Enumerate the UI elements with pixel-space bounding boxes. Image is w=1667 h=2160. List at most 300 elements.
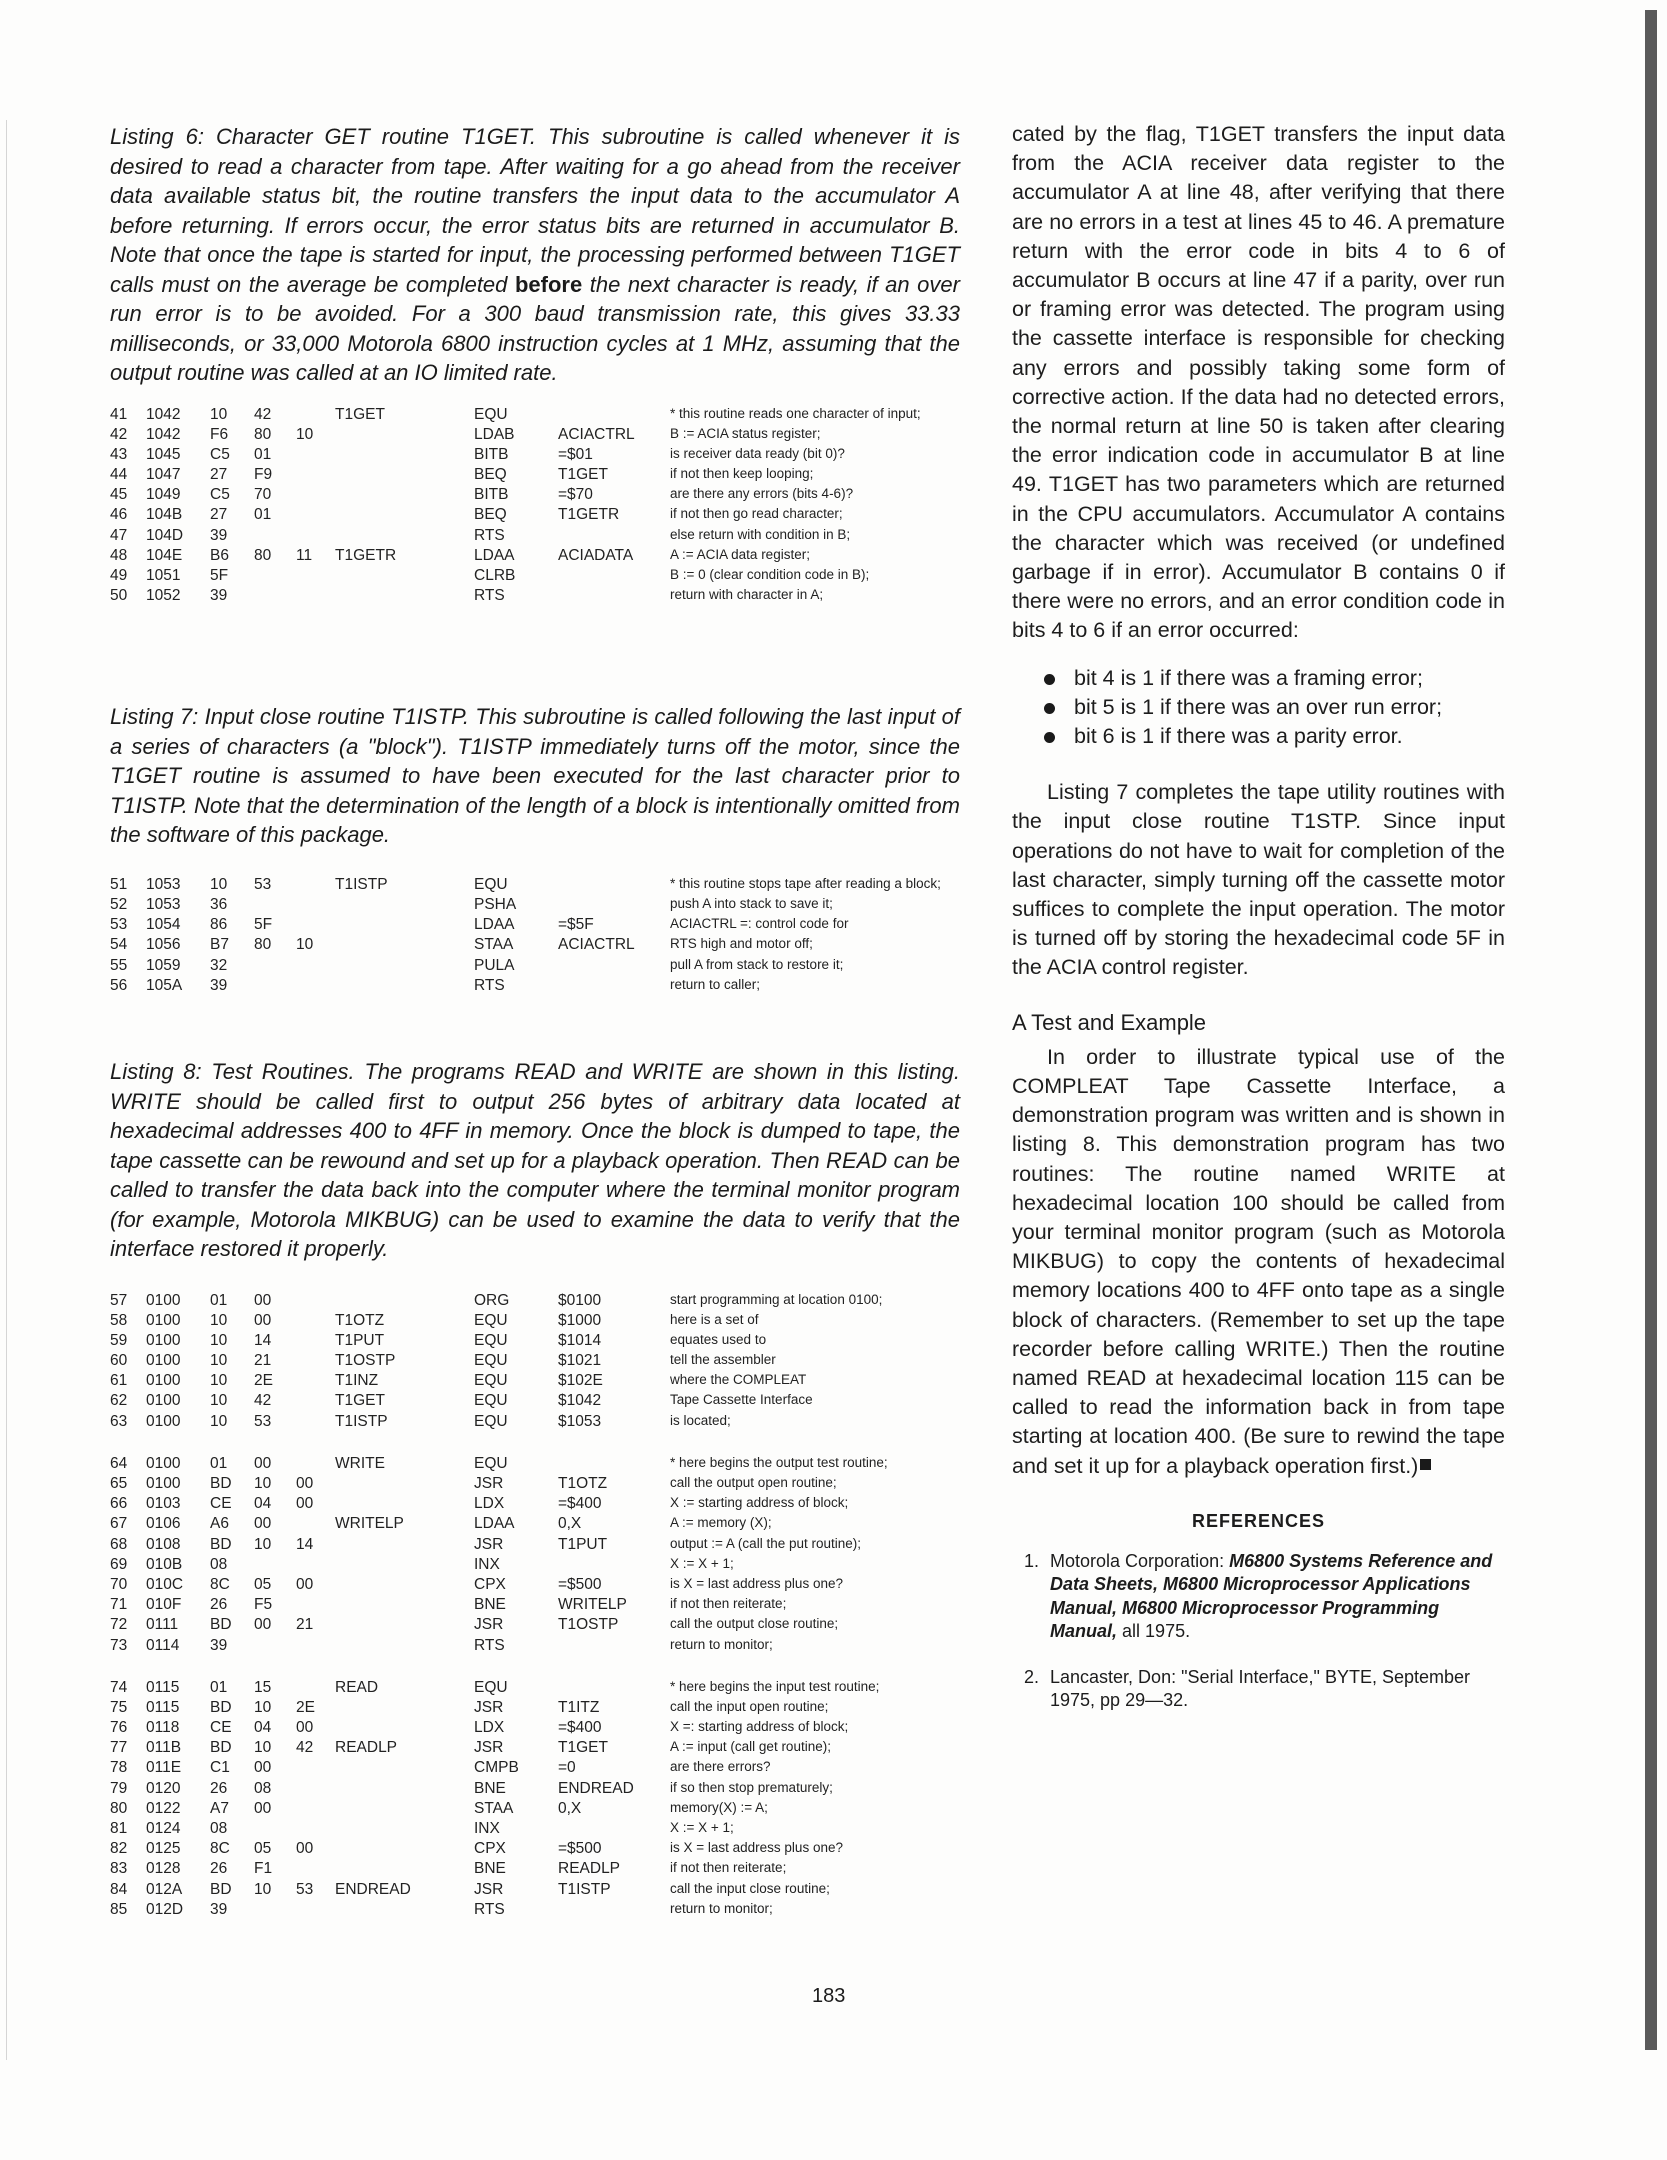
code-b1: 39 xyxy=(210,587,228,605)
code-op: CMPB xyxy=(474,1759,519,1777)
code-b1: 8C xyxy=(210,1840,230,1858)
code-b1: A6 xyxy=(210,1515,229,1533)
code-comment: is receiver data ready (bit 0)? xyxy=(670,445,845,461)
code-b1: 39 xyxy=(210,1900,228,1918)
code-line xyxy=(110,1901,960,1921)
code-line xyxy=(110,567,960,587)
code-b3: 2E xyxy=(296,1698,315,1716)
code-b2: 5F xyxy=(254,916,273,934)
code-b2: 53 xyxy=(254,875,272,893)
code-operand: $1021 xyxy=(558,1352,602,1370)
code-operand: =$400 xyxy=(558,1495,602,1513)
code-line xyxy=(110,1495,960,1515)
code-comment: * this routine reads one character of input; xyxy=(670,405,921,421)
code-ln: 78 xyxy=(110,1759,128,1777)
code-comment: pull A from stack to restore it; xyxy=(670,956,844,972)
code-comment: push A into stack to save it; xyxy=(670,896,833,912)
code-operand: T1OSTP xyxy=(558,1616,619,1634)
code-b1: 5F xyxy=(210,567,229,584)
code-addr: 010B xyxy=(146,1555,183,1573)
body-paragraph-2: Listing 7 completes the tape utility routines with the input close routine T1STP. Since input operations do not have to wait for completion of the last character, simply turning off the cassette motor suffices to complete the input operation. The motor is turned off by storing the hexadecimal code 5F in the ACIA control register. xyxy=(1012,780,1505,980)
section-heading: A Test and Example xyxy=(1012,1009,1207,1035)
code-b1: A7 xyxy=(210,1799,229,1817)
code-operand: =$400 xyxy=(558,1719,602,1737)
code-operand: =$01 xyxy=(558,445,593,463)
code-addr: 104B xyxy=(146,506,183,524)
code-operand: ACIACTRL xyxy=(558,936,635,954)
code-comment: call the input close routine; xyxy=(670,1880,830,1896)
code-line xyxy=(110,1800,960,1820)
code-comment: X := X + 1; xyxy=(670,1820,734,1835)
code-b3: 00 xyxy=(296,1840,314,1858)
code-line xyxy=(110,1475,960,1495)
code-op: LDAB xyxy=(474,425,515,443)
code-b2: 70 xyxy=(254,486,272,504)
code-b1: 36 xyxy=(210,896,228,914)
code-b2: 42 xyxy=(254,1392,272,1410)
code-operand: T1OTZ xyxy=(558,1475,608,1492)
code-addr: 1052 xyxy=(146,587,181,605)
code-comment: X =: starting address of block; xyxy=(670,1719,849,1735)
reference-item: 1. Motorola Corporation: M6800 Systems Reference and Data Sheets, M6800 Microprocessor Applications Manual, M6800 Microprocessor Programming Manual, all 1975. xyxy=(1024,1550,1493,1642)
code-b2: 10 xyxy=(254,1739,272,1757)
code-operand: ACIACTRL xyxy=(558,425,635,443)
code-ln: 77 xyxy=(110,1739,128,1757)
code-comment: RTS high and motor off; xyxy=(670,936,813,952)
code-b1: 39 xyxy=(210,526,228,544)
code-addr: 1059 xyxy=(146,956,181,974)
code-label: T1PUT xyxy=(335,1331,385,1349)
code-b1: BD xyxy=(210,1475,232,1492)
code-op: RTS xyxy=(474,976,505,994)
code-op: EQU xyxy=(474,405,508,423)
code-label: ENDREAD xyxy=(335,1880,411,1898)
code-comment: tell the assembler xyxy=(670,1352,776,1368)
code-comment: is X = last address plus one? xyxy=(670,1575,843,1591)
code-op: STAA xyxy=(474,936,514,954)
code-b2: F9 xyxy=(254,466,273,484)
code-label: T1OSTP xyxy=(335,1352,396,1370)
code-line xyxy=(110,957,960,977)
code-ln: 64 xyxy=(110,1454,128,1472)
code-line xyxy=(110,936,960,956)
code-op: RTS xyxy=(474,1900,505,1918)
code-op: LDX xyxy=(474,1719,505,1737)
code-addr: 0108 xyxy=(146,1535,181,1553)
code-label: T1GETR xyxy=(335,546,397,564)
references-heading: REFERENCES xyxy=(1191,1510,1326,1531)
code-b2: 04 xyxy=(254,1495,272,1513)
code-line xyxy=(110,1536,960,1556)
reference-item: 2. Lancaster, Don: "Serial Interface," BYTE, September 1975, pp 29—32. xyxy=(1024,1666,1471,1711)
code-b3: 42 xyxy=(296,1739,314,1757)
code-b3: 21 xyxy=(296,1616,314,1634)
code-line xyxy=(110,1413,960,1433)
code-addr: 012D xyxy=(146,1900,184,1918)
code-b1: B7 xyxy=(210,936,229,954)
code-b1: B6 xyxy=(210,546,229,564)
code-comment: * here begins the input test routine; xyxy=(670,1678,880,1694)
code-op: RTS xyxy=(474,1636,505,1654)
code-ln: 74 xyxy=(110,1678,128,1696)
code-ln: 58 xyxy=(110,1311,128,1329)
code-operand: T1GET xyxy=(558,1739,608,1757)
code-ln: 42 xyxy=(110,425,128,443)
listing-gap xyxy=(110,1433,960,1455)
code-ln: 84 xyxy=(110,1880,128,1898)
code-line xyxy=(110,1780,960,1800)
code-operand: T1ITZ xyxy=(558,1698,600,1716)
code-comment: ACIACTRL =: control code for xyxy=(670,916,849,932)
code-b1: BD xyxy=(210,1698,232,1716)
code-op: LDAA xyxy=(474,916,515,934)
code-addr: 0100 xyxy=(146,1412,181,1430)
code-comment: here is a set of xyxy=(670,1311,759,1327)
code-line xyxy=(110,876,960,896)
code-operand: $1000 xyxy=(558,1311,602,1329)
code-b2: 00 xyxy=(254,1454,272,1472)
code-addr: 0100 xyxy=(146,1454,181,1472)
code-ln: 70 xyxy=(110,1575,128,1593)
code-b2: 15 xyxy=(254,1678,272,1696)
code-op: EQU xyxy=(474,875,508,893)
code-operand: ENDREAD xyxy=(558,1779,634,1797)
code-b2: 10 xyxy=(254,1698,272,1716)
code-op: PULA xyxy=(474,956,515,974)
code-b1: 10 xyxy=(210,1392,228,1410)
code-ln: 50 xyxy=(110,587,128,605)
code-b2: 80 xyxy=(254,425,272,443)
code-line xyxy=(110,506,960,526)
code-comment: if not then reiterate; xyxy=(670,1860,787,1876)
code-addr: 0100 xyxy=(146,1392,181,1410)
code-op: BNE xyxy=(474,1860,506,1878)
code-operand: $102E xyxy=(558,1372,603,1390)
code-comment: * this routine stops tape after reading a block; xyxy=(670,875,941,891)
code-b1: 26 xyxy=(210,1779,228,1797)
code-b1: 27 xyxy=(210,506,228,524)
code-ln: 65 xyxy=(110,1475,128,1492)
code-op: LDAA xyxy=(474,1515,515,1533)
code-line xyxy=(110,466,960,486)
code-ln: 53 xyxy=(110,916,128,934)
listing8-code-equates xyxy=(110,1292,960,1433)
code-comment: where the COMPLEAT xyxy=(670,1372,807,1388)
code-line xyxy=(110,1739,960,1759)
code-addr: 010F xyxy=(146,1596,182,1614)
code-operand: READLP xyxy=(558,1860,621,1878)
listing8-code-read xyxy=(110,1679,960,1921)
code-ln: 56 xyxy=(110,976,128,994)
code-ln: 45 xyxy=(110,486,128,504)
code-op: LDAA xyxy=(474,546,515,564)
code-label: T1OTZ xyxy=(335,1311,385,1329)
code-line xyxy=(110,1679,960,1699)
code-b2: F5 xyxy=(254,1596,273,1614)
code-operand: T1ISTP xyxy=(558,1880,611,1898)
code-b2: 00 xyxy=(254,1291,272,1309)
code-b1: F6 xyxy=(210,425,229,443)
code-ln: 55 xyxy=(110,956,128,974)
code-line xyxy=(110,426,960,446)
code-label: T1INZ xyxy=(335,1372,379,1390)
code-addr: 011B xyxy=(146,1739,182,1757)
code-addr: 0100 xyxy=(146,1352,181,1370)
code-b2: 00 xyxy=(254,1311,272,1329)
code-b2: 05 xyxy=(254,1840,272,1858)
code-b1: 26 xyxy=(210,1860,228,1878)
code-line xyxy=(110,1576,960,1596)
code-b3: 00 xyxy=(296,1719,314,1737)
code-label: T1ISTP xyxy=(335,875,388,893)
list-item: bit 5 is 1 if there was an over run error; xyxy=(1012,693,1505,722)
code-comment: X := X + 1; xyxy=(670,1555,734,1571)
code-operand: =0 xyxy=(558,1759,576,1777)
code-comment: are there any errors (bits 4-6)? xyxy=(670,486,854,502)
code-ln: 61 xyxy=(110,1372,128,1390)
code-b3: 53 xyxy=(296,1880,314,1898)
code-b1: C1 xyxy=(210,1759,230,1777)
code-b3: 00 xyxy=(296,1495,314,1513)
code-op: CPX xyxy=(474,1840,506,1858)
code-op: EQU xyxy=(474,1331,508,1349)
right-column xyxy=(1012,122,1505,1713)
code-b1: CE xyxy=(210,1719,232,1737)
list-item: bit 6 is 1 if there was a parity error. xyxy=(1012,722,1505,751)
code-operand: 0,X xyxy=(558,1515,582,1533)
code-b2: 10 xyxy=(254,1880,272,1898)
code-ln: 82 xyxy=(110,1840,128,1858)
listing8-code-write xyxy=(110,1455,960,1657)
page-edge-left xyxy=(6,120,7,2060)
code-line xyxy=(110,1515,960,1535)
code-addr: 0100 xyxy=(146,1372,181,1390)
code-comment: B := 0 (clear condition code in B); xyxy=(670,567,870,582)
code-op: PSHA xyxy=(474,896,517,914)
code-line xyxy=(110,486,960,506)
bullet-icon xyxy=(1044,732,1055,743)
code-op: INX xyxy=(474,1820,500,1837)
code-b1: 32 xyxy=(210,956,228,974)
code-ln: 80 xyxy=(110,1799,128,1817)
code-addr: 0118 xyxy=(146,1719,180,1737)
code-addr: 1053 xyxy=(146,896,181,914)
code-line xyxy=(110,446,960,466)
code-ln: 79 xyxy=(110,1779,128,1797)
code-op: JSR xyxy=(474,1475,504,1492)
code-addr: 105A xyxy=(146,976,183,994)
code-operand: =$500 xyxy=(558,1840,602,1858)
code-op: JSR xyxy=(474,1739,504,1757)
code-addr: 0128 xyxy=(146,1860,181,1878)
code-op: CPX xyxy=(474,1575,506,1593)
bullet-icon xyxy=(1044,703,1055,714)
code-op: EQU xyxy=(474,1352,508,1370)
code-b1: 39 xyxy=(210,1636,228,1654)
code-op: BEQ xyxy=(474,506,507,524)
code-ln: 69 xyxy=(110,1555,128,1573)
code-ln: 75 xyxy=(110,1698,128,1716)
code-comment: are there errors? xyxy=(670,1759,771,1775)
code-b2: 05 xyxy=(254,1575,272,1593)
code-b3: 11 xyxy=(296,546,313,564)
code-op: RTS xyxy=(474,526,505,544)
code-addr: 1049 xyxy=(146,486,181,504)
code-comment: equates used to xyxy=(670,1331,767,1347)
code-ln: 71 xyxy=(110,1596,128,1614)
code-op: EQU xyxy=(474,1372,508,1390)
code-addr: 0114 xyxy=(146,1636,180,1654)
code-b1: 08 xyxy=(210,1820,228,1837)
code-addr: 0115 xyxy=(146,1698,180,1716)
code-b1: 10 xyxy=(210,1311,228,1329)
code-addr: 0111 xyxy=(146,1616,179,1634)
code-b3: 10 xyxy=(296,936,314,954)
code-b2: 80 xyxy=(254,546,272,564)
code-comment: memory(X) := A; xyxy=(670,1799,768,1815)
code-comment: return with character in A; xyxy=(670,587,824,603)
code-operand: T1GET xyxy=(558,466,608,484)
code-ln: 83 xyxy=(110,1860,128,1878)
page-number: 183 xyxy=(812,1985,846,2007)
code-op: JSR xyxy=(474,1616,504,1634)
code-comment: return to monitor; xyxy=(670,1636,773,1652)
code-addr: 1053 xyxy=(146,875,181,893)
bullet-icon xyxy=(1044,674,1055,685)
code-b2: 00 xyxy=(254,1515,272,1533)
code-b1: 27 xyxy=(210,466,228,484)
code-b1: 10 xyxy=(210,1331,228,1349)
code-comment: start programming at location 0100; xyxy=(670,1291,883,1307)
code-operand: $1053 xyxy=(558,1412,602,1430)
code-operand: ACIADATA xyxy=(558,546,634,564)
code-line xyxy=(110,896,960,916)
code-ln: 66 xyxy=(110,1495,128,1513)
code-ln: 60 xyxy=(110,1352,128,1370)
code-label: T1ISTP xyxy=(335,1412,388,1430)
code-comment: Tape Cassette Interface xyxy=(670,1392,813,1408)
listing7-code xyxy=(110,876,960,997)
code-line xyxy=(110,587,960,607)
code-addr: 1051 xyxy=(146,567,181,584)
code-line xyxy=(110,1840,960,1860)
code-comment: A := ACIA data register; xyxy=(670,546,810,562)
code-b2: 53 xyxy=(254,1412,272,1430)
code-comment: * here begins the output test routine; xyxy=(670,1454,888,1470)
code-ln: 81 xyxy=(110,1820,128,1837)
code-ln: 43 xyxy=(110,445,128,463)
code-line xyxy=(110,916,960,936)
code-b2: 00 xyxy=(254,1759,272,1777)
code-b2: 14 xyxy=(254,1331,272,1349)
code-ln: 57 xyxy=(110,1291,128,1309)
code-line xyxy=(110,1719,960,1739)
code-addr: 010C xyxy=(146,1575,184,1593)
page-edge-bar xyxy=(1645,10,1657,2050)
code-label: READ xyxy=(335,1678,379,1696)
code-b1: 01 xyxy=(210,1678,228,1696)
code-comment: output := A (call the put routine); xyxy=(670,1535,861,1551)
code-op: EQU xyxy=(474,1311,508,1329)
code-comment: call the output open routine; xyxy=(670,1475,837,1490)
code-b1: 10 xyxy=(210,1372,228,1390)
code-line xyxy=(110,406,960,426)
code-addr: 0100 xyxy=(146,1475,181,1492)
bold-word: before xyxy=(514,271,583,297)
code-op: EQU xyxy=(474,1454,508,1472)
code-addr: 0124 xyxy=(146,1820,181,1837)
code-operand: =$5F xyxy=(558,916,594,934)
code-ln: 76 xyxy=(110,1719,128,1737)
error-bit-list xyxy=(1012,664,1505,752)
code-comment: return to monitor; xyxy=(670,1900,773,1916)
code-label: T1GET xyxy=(335,1392,385,1410)
code-b1: 39 xyxy=(210,976,228,994)
code-b2: 42 xyxy=(254,405,272,423)
code-line xyxy=(110,527,960,547)
left-column xyxy=(110,122,960,1921)
code-label: WRITE xyxy=(335,1454,385,1472)
body-paragraph-1: cated by the flag, T1GET transfers the input data from the ACIA receiver data register to the accumulator A at line 48, after verifying that there are no errors in a test at lines 45 to 46. A premature return with the error code in bits 4 to 6 of accumulator B occurs at line 47 if a parity, over run or framing error was detected. The program using the cassette interface is responsible for checking any errors and possibly taking some form of corrective action. If the data had no detected errors, the normal return at line 50 is taken after clearing the error indication code in accumulator B at line 49. T1GET has two parameters which are returned in the CPU accumulators. Accumulator A contains the character which was received (or undefined garbage if in error). Accumulator B contains 0 if there were no errors, and an error condition code in bits 4 to 6 if an error occurred: xyxy=(1012,122,1505,643)
code-addr: 012A xyxy=(146,1880,183,1898)
code-line xyxy=(110,1637,960,1657)
code-comment: else return with condition in B; xyxy=(670,526,851,542)
code-ln: 52 xyxy=(110,896,128,914)
code-op: BNE xyxy=(474,1779,506,1797)
code-addr: 1056 xyxy=(146,936,181,954)
code-op: BNE xyxy=(474,1596,506,1614)
code-b1: 86 xyxy=(210,916,228,934)
code-operand: 0,X xyxy=(558,1799,582,1817)
code-addr: 011E xyxy=(146,1759,182,1777)
end-mark-icon xyxy=(1420,1459,1431,1470)
code-comment: B := ACIA status register; xyxy=(670,425,821,441)
code-b3: 10 xyxy=(296,425,314,443)
code-addr: 0120 xyxy=(146,1779,181,1797)
code-addr: 104D xyxy=(146,526,184,544)
code-operand: $1042 xyxy=(558,1392,602,1410)
code-b1: 10 xyxy=(210,405,228,423)
body-paragraph-3: In order to illustrate typical use of the COMPLEAT Tape Cassette Interface, a demonstration program was written and is shown in listing 8. This demonstration program has two routines: The routine named WRITE at hexadecimal location 100 should be called from your terminal monitor program (such as Motorola MIKBUG) to copy the contents of hexadecimal memory locations 400 to 4FF onto tape as a single block of characters. (Remember to set up the tape recorder before calling WRITE.) Then the routine named READ at hexadecimal location 115 can be called to read the information back in from tape starting at location 400. (Be sure to rewind the tape and set it up for a playback operation first.) xyxy=(1012,1044,1505,1478)
code-label: T1GET xyxy=(335,405,385,423)
code-b1: BD xyxy=(210,1535,232,1553)
code-addr: 0100 xyxy=(146,1331,181,1349)
code-b1: C5 xyxy=(210,445,230,463)
code-line xyxy=(110,547,960,567)
code-op: EQU xyxy=(474,1412,508,1430)
code-op: JSR xyxy=(474,1535,504,1553)
code-b2: 21 xyxy=(254,1352,272,1370)
listing6-code xyxy=(110,406,960,608)
code-line xyxy=(110,1759,960,1779)
listing6-caption: Listing 6: Character GET routine T1GET. This subroutine is called whenever it is desired to read a character from tape. After waiting for a go ahead from the receiver data available status bit, the routine transfers the input data to the accumulator A before returning. If errors occur, the error status bits are returned in accumulator B. Note that once the tape is started for input, the processing performed between T1GET calls must on the average be completed before the next character is ready, if an over run error is to be avoided. For a 300 baud transmission rate, this gives 33.33 milliseconds, or 33,000 Motorola 6800 instruction cycles at 1 MHz, assuming that the output routine was called at an IO limited rate. xyxy=(110,124,960,385)
code-op: CLRB xyxy=(474,567,516,584)
code-b3: 00 xyxy=(296,1475,314,1492)
code-line xyxy=(110,1352,960,1372)
listing7-caption: Listing 7: Input close routine T1ISTP. This subroutine is called following the last input of a series of characters (a "block"). T1ISTP immediately turns off the motor, since the T1GET routine is assumed to have been executed for the last character prior to T1ISTP. Note that the determination of the length of a block is intentionally omitted from the software of this package. xyxy=(110,704,960,848)
code-comment: if not then keep looping; xyxy=(670,466,814,482)
code-b2: F1 xyxy=(254,1860,273,1878)
code-comment: A := input (call get routine); xyxy=(670,1739,831,1755)
code-label: READLP xyxy=(335,1739,398,1757)
code-operand: T1PUT xyxy=(558,1535,608,1553)
code-op: STAA xyxy=(474,1799,514,1817)
code-addr: 0125 xyxy=(146,1840,181,1858)
code-b2: 10 xyxy=(254,1475,272,1492)
code-ln: 68 xyxy=(110,1535,128,1553)
code-ln: 41 xyxy=(110,405,128,423)
listing-gap xyxy=(110,1657,960,1679)
